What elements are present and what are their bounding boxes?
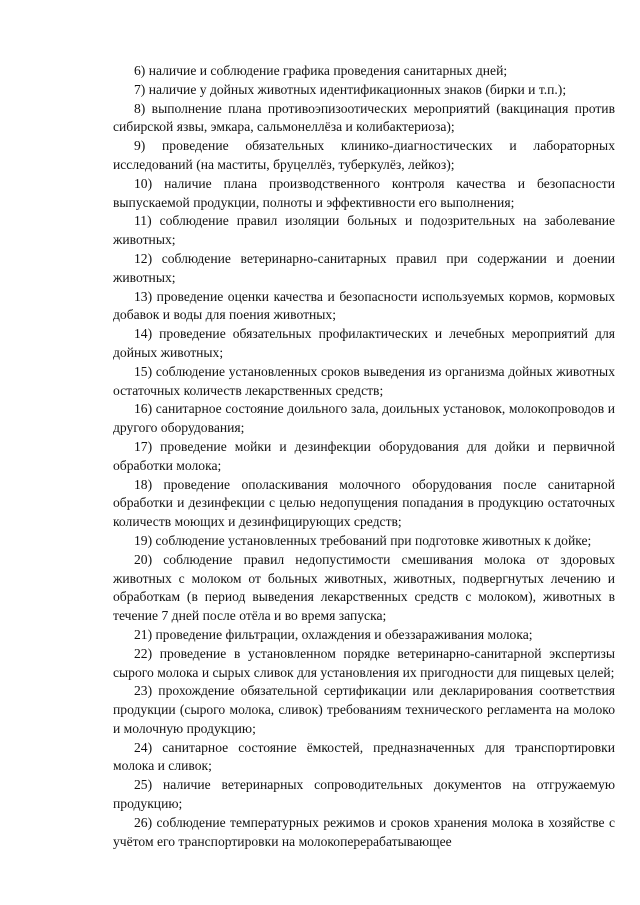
list-item: 12) соблюдение ветеринарно-санитарных правил при содержании и доении животных; [113, 250, 615, 285]
document-body [113, 62, 615, 851]
list-item: 10) наличие плана производственного контроля качества и безопасности выпускаемой продукции, полноты и эффективности его выполнения; [113, 175, 615, 210]
list-item: 6) наличие и соблюдение графика проведения санитарных дней; [134, 63, 508, 78]
list-item: 11) соблюдение правил изоляции больных и подозрительных на заболевание животных; [113, 213, 615, 248]
list-item: 21) проведение фильтрации, охлаждения и обеззараживания молока; [134, 626, 533, 642]
list-item: 17) проведение мойки и дезинфекции оборудования для дойки и первичной обработки молока; [113, 438, 615, 473]
list-item: 18) проведение ополаскивания молочного оборудования после санитарной обработки и дезинфекции с целью недопущения попадания в продукцию остаточных количеств моющих и дезинфицирующих средств; [113, 476, 615, 530]
list-item: 23) прохождение обязательной сертификации или декларирования соответствия продукции (сырого молока, сливок) требованиям технического регламента на молоко и молочную продукцию; [113, 683, 615, 736]
list-item: 24) санитарное состояние ёмкостей, предназначенных для транспортировки молока и сливок; [113, 739, 615, 774]
list-item: 13) проведение оценки качества и безопасности используемых кормов, кормовых добавок и воды для поения животных; [113, 288, 615, 323]
list-item: 15) соблюдение установленных сроков выведения из организма дойных животных остаточных количеств лекарственных средств; [113, 363, 615, 398]
list-item: 14) проведение обязательных профилактических и лечебных мероприятий для дойных животных; [113, 326, 615, 360]
list-item: 7) наличие у дойных животных идентификационных знаков (бирки и т.п.); [134, 81, 567, 97]
list-item: 19) соблюдение установленных требований при подготовке животных к дойке; [134, 532, 592, 548]
list-item: 20) соблюдение правил недопустимости смешивания молока от здоровых животных с молоком от больных животных, животных, подвергнутых лечению и обработкам (в период выведения лекарственных средств с молоком), животных в течение 7 дней после отёла и во время запуска; [113, 551, 615, 624]
list-item: 9) проведение обязательных клинико-диагностических и лабораторных исследований (на маститы, бруцеллёз, туберкулёз, лейкоз); [113, 138, 615, 172]
list-item: 26) соблюдение температурных режимов и сроков хранения молока в хозяйстве с учётом его транспортировки на молокоперерабатывающее [113, 814, 615, 849]
list-item: 22) проведение в установленном порядке ветеринарно-санитарной экспертизы сырого молока и сырых сливок для установления их пригодности для пищевых целей; [113, 645, 615, 680]
list-item: 8) выполнение плана противоэпизоотических мероприятий (вакцинация против сибирской язвы, эмкара, сальмонеллёза и колибактериоза); [113, 100, 615, 135]
list-item: 16) санитарное состояние доильного зала, доильных установок, молокопроводов и другого оборудования; [113, 401, 615, 436]
list-item: 25) наличие ветеринарных сопроводительных документов на отгружаемую продукцию; [113, 777, 615, 812]
